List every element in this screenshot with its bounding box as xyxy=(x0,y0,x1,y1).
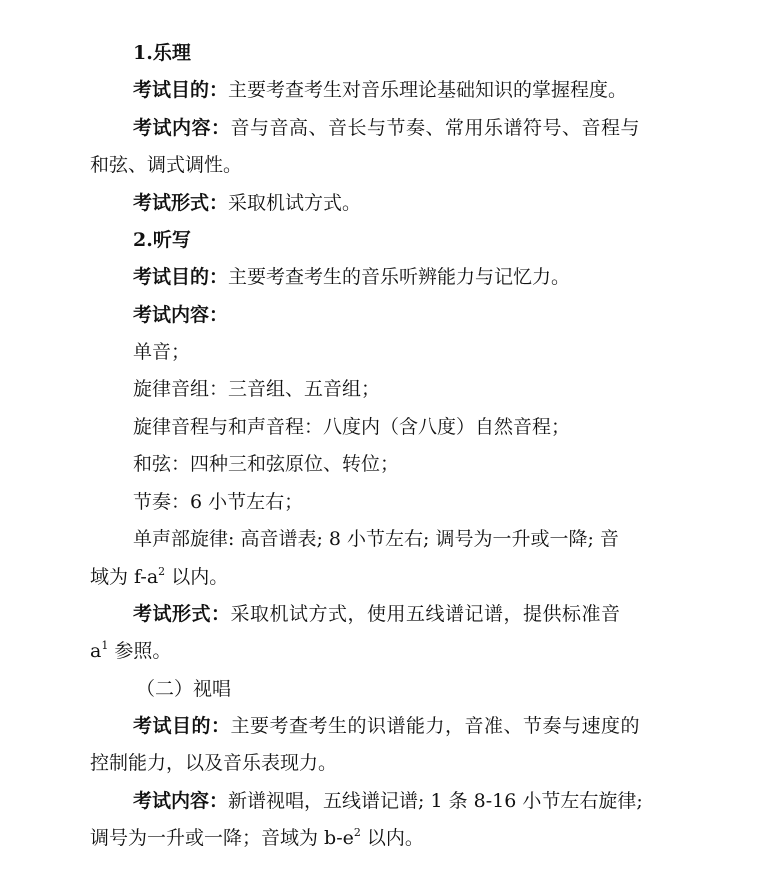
s3-purpose-paragraph-line2 xyxy=(0,745,758,782)
section-title-text: （二）视唱 xyxy=(136,678,232,700)
list-item-text: 和弦：四种三和弦原位、转位； xyxy=(133,453,400,475)
superscript: 1 xyxy=(101,639,109,652)
form-label: 考试形式： xyxy=(133,603,231,625)
list-item xyxy=(0,334,758,371)
list-item-line2 xyxy=(0,559,758,596)
s3-purpose-paragraph-line1 xyxy=(0,708,758,745)
content-text: 和弦、调式调性。 xyxy=(90,154,243,176)
list-item xyxy=(0,446,758,483)
section-1-title xyxy=(0,35,758,72)
list-item-text: 旋律音组：三音组、五音组； xyxy=(133,378,381,400)
form-text: 采取机试方式，使用五线谱记谱，提供标准音 xyxy=(230,603,621,625)
list-item-text: 以内。 xyxy=(165,566,229,588)
form-text: 参照。 xyxy=(108,640,172,662)
list-item-line1 xyxy=(0,521,758,558)
s3-content-paragraph-line2 xyxy=(0,820,758,857)
list-item-text: 单声部旋律: 高音谱表; 8 小节左右; 调号为一升或一降; 音 xyxy=(133,528,619,550)
content-text: 音与音高、音长与节奏、常用乐谱符号、音程与 xyxy=(230,117,641,139)
form-label: 考试形式： xyxy=(133,192,229,214)
list-item xyxy=(0,409,758,446)
content-text: 以内。 xyxy=(360,827,424,849)
purpose-text: 控制能力，以及音乐表现力。 xyxy=(90,752,338,774)
s2-purpose-paragraph xyxy=(0,259,758,296)
purpose-label: 考试目的： xyxy=(133,266,229,288)
purpose-text: 主要考查考生的音乐听辨能力与记忆力。 xyxy=(228,266,571,288)
content-label: 考试内容： xyxy=(133,790,229,812)
form-text: a xyxy=(90,640,102,662)
superscript: 2 xyxy=(158,565,166,578)
s2-form-paragraph-line1 xyxy=(0,596,758,633)
form-text: 采取机试方式。 xyxy=(228,192,362,214)
section-3-title xyxy=(0,671,758,708)
content-text: 调号为一升或一降；音域为 b-e xyxy=(90,827,354,849)
section-2-title xyxy=(0,222,758,259)
section-title-text: 1.乐理 xyxy=(133,42,191,64)
s1-purpose-paragraph xyxy=(0,72,758,109)
list-item-text: 旋律音程与和声音程：八度内（含八度）自然音程； xyxy=(133,416,571,438)
purpose-label: 考试目的： xyxy=(133,715,231,737)
list-item-text: 域为 f-a xyxy=(90,566,159,588)
content-text: 新谱视唱，五线谱记谱; 1 条 8-16 小节左右旋律; xyxy=(228,790,643,812)
purpose-text: 主要考查考生的识谱能力，音准、节奏与速度的 xyxy=(230,715,641,737)
s1-form-paragraph xyxy=(0,185,758,222)
s3-content-paragraph-line1 xyxy=(0,783,758,820)
section-title-text: 2.听写 xyxy=(133,229,191,251)
content-label: 考试内容： xyxy=(133,117,231,139)
superscript: 2 xyxy=(353,826,361,839)
s1-content-paragraph-line2 xyxy=(0,147,758,184)
s1-content-paragraph-line1 xyxy=(0,110,758,147)
content-label: 考试内容： xyxy=(133,304,229,326)
s2-form-paragraph-line2 xyxy=(0,633,758,670)
list-item-text: 节奏：6 小节左右； xyxy=(133,491,304,513)
s2-content-label-line xyxy=(0,297,758,334)
list-item-text: 单音； xyxy=(133,341,191,363)
list-item xyxy=(0,484,758,521)
list-item xyxy=(0,371,758,408)
purpose-text: 主要考查考生对音乐理论基础知识的掌握程度。 xyxy=(228,79,628,101)
purpose-label: 考试目的： xyxy=(133,79,229,101)
